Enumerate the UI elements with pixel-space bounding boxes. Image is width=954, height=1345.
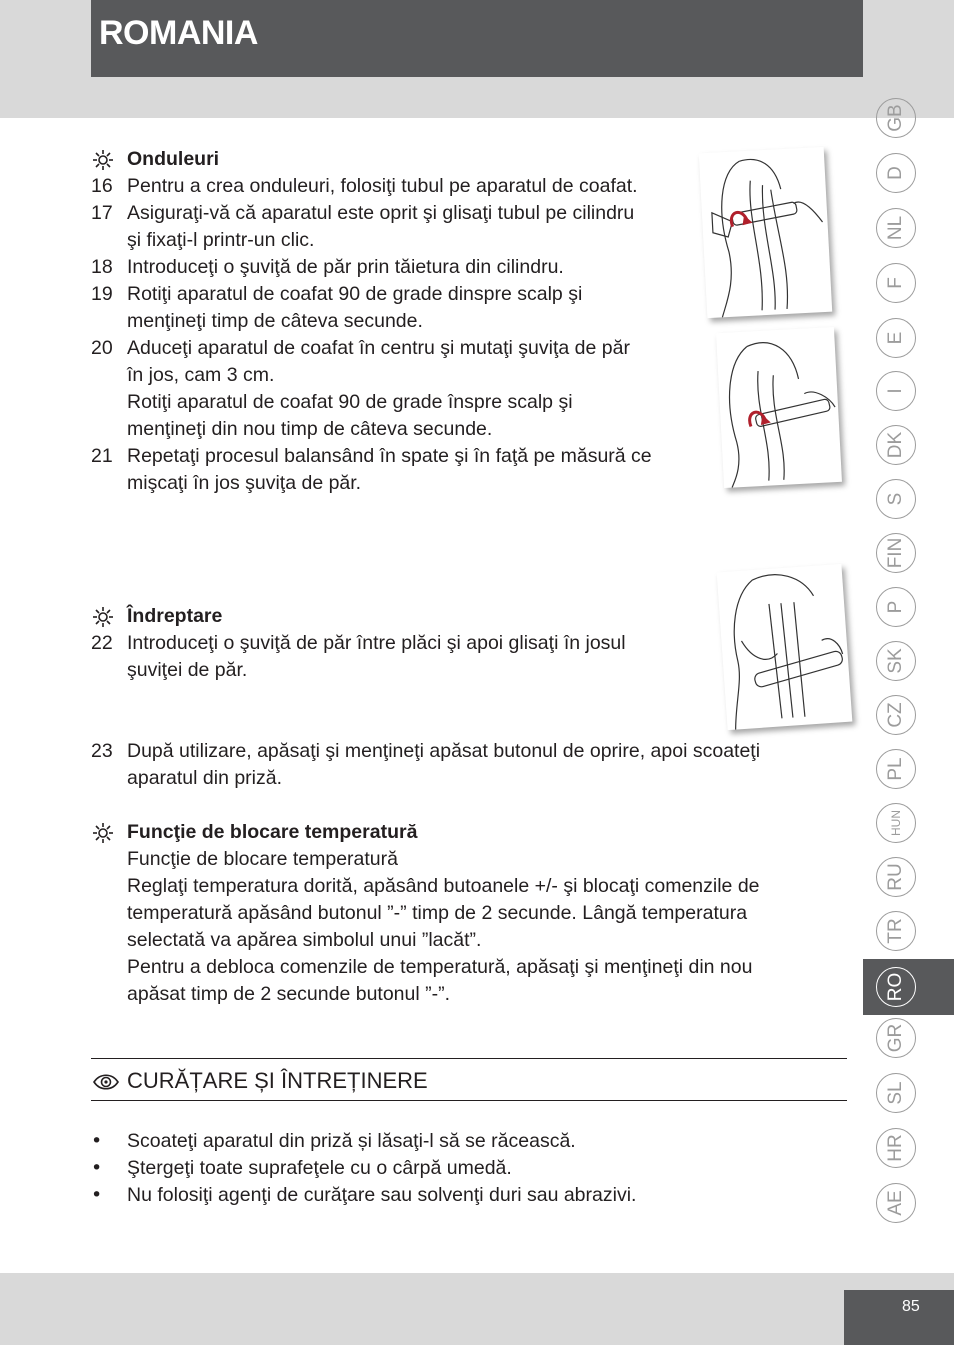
lang-tab-ae[interactable]: AE <box>876 1183 916 1223</box>
step-text: menţineţi timp de câteva secunde. <box>127 310 423 332</box>
page-title-bar <box>91 0 863 77</box>
paragraph-line: Reglaţi temperatura dorită, apăsând butoanele +/- şi blocaţi comenzile de <box>127 875 760 897</box>
bullet-dot: • <box>91 1184 103 1206</box>
lang-tab-nl[interactable]: NL <box>876 208 916 248</box>
step-text: Introduceţi o şuviţă de păr prin tăietura din cilindru. <box>127 256 564 278</box>
lang-tab-f[interactable]: F <box>876 263 916 303</box>
step-text: Introduceţi o şuviţă de păr între plăci şi apoi glisaţi în josul <box>127 632 626 654</box>
step-text: şuviţei de păr. <box>127 659 248 681</box>
step-number: 21 <box>91 445 113 467</box>
step-number: 23 <box>91 740 113 762</box>
eye-icon <box>92 1071 120 1093</box>
lang-tab-gb[interactable]: GB <box>876 98 916 138</box>
paragraph-line: temperatură apăsând butonul ”-” timp de 2 secunde. Lângă temperatura <box>127 902 748 924</box>
section-rule-top <box>91 1058 847 1059</box>
step-number: 17 <box>91 202 113 224</box>
lang-tab-p[interactable]: P <box>876 587 916 627</box>
paragraph-line: Funcţie de blocare temperatură <box>127 848 398 870</box>
step-text: Aduceţi aparatul de coafat în centru şi mutaţi şuviţa de păr <box>127 337 630 359</box>
bullet-dot: • <box>91 1157 103 1179</box>
lang-tab-sl[interactable]: SL <box>876 1073 916 1113</box>
lang-tab-tr[interactable]: TR <box>876 911 916 951</box>
illustration-straightening <box>717 564 853 730</box>
lang-tab-d[interactable]: D <box>876 153 916 193</box>
step-text: Repetaţi procesul balansând în spate şi în faţă pe măsură ce <box>127 445 652 467</box>
lang-tab-ro-active[interactable] <box>863 959 954 1015</box>
list-item: Ştergeţi toate suprafeţele cu o cârpă umedă. <box>127 1157 512 1179</box>
step-text: Rotiţi aparatul de coafat 90 de grade înspre scalp şi <box>127 391 573 413</box>
sun-bullet-icon <box>92 822 114 844</box>
step-number: 20 <box>91 337 113 359</box>
page-number: 85 <box>902 1298 920 1315</box>
page-title: ROMANIA <box>99 14 258 52</box>
page-number-box <box>844 1290 954 1345</box>
lang-tab-pl[interactable]: PL <box>876 749 916 789</box>
step-text: Pentru a crea onduleuri, folosiţi tubul pe aparatul de coafat. <box>127 175 638 197</box>
step-number: 22 <box>91 632 113 654</box>
step-text: în jos, cam 3 cm. <box>127 364 275 386</box>
lang-tab-e[interactable]: E <box>876 318 916 358</box>
lang-tab-sk[interactable]: SK <box>876 641 916 681</box>
paragraph-line: selectată va apărea simbolul unui ”lacăt”. <box>127 929 482 951</box>
sun-bullet-icon <box>92 149 114 171</box>
paragraph-line: Pentru a debloca comenzile de temperatură, apăsaţi şi menţineţi din nou <box>127 956 753 978</box>
step-text: Rotiţi aparatul de coafat 90 de grade dinspre scalp şi <box>127 283 583 305</box>
step-text: aparatul din priză. <box>127 767 283 789</box>
sun-bullet-icon <box>92 606 114 628</box>
lang-tab-hun[interactable]: HUN <box>876 803 916 843</box>
lang-tab-fin[interactable]: FIN <box>876 533 916 573</box>
section-heading-onduleuri: Onduleuri <box>127 148 220 170</box>
bullet-dot: • <box>91 1130 103 1152</box>
lang-tab-gr[interactable]: GR <box>876 1018 916 1058</box>
step-number: 19 <box>91 283 113 305</box>
lang-tab-ru[interactable]: RU <box>876 857 916 897</box>
section-rule-bottom <box>91 1100 847 1101</box>
lang-tab-ro[interactable]: RO <box>876 967 916 1007</box>
list-item: Scoateţi aparatul din priză și lăsaţi-l să se răcească. <box>127 1130 576 1152</box>
list-item: Nu folosiţi agenţi de curăţare sau solvenţi duri sau abrazivi. <box>127 1184 637 1206</box>
section-heading-blocare: Funcţie de blocare temperatură <box>127 821 418 843</box>
section-heading-indreptare: Îndreptare <box>127 605 223 627</box>
lang-tab-cz[interactable]: CZ <box>876 695 916 735</box>
section-heading-curatare: CURĂȚARE ȘI ÎNTREȚINERE <box>127 1068 428 1093</box>
illustration-waves-1 <box>699 147 832 318</box>
lang-tab-i[interactable]: I <box>876 371 916 411</box>
lang-tab-s[interactable]: S <box>876 479 916 519</box>
paragraph-line: apăsat timp de 2 secunde butonul ”-”. <box>127 983 451 1005</box>
step-text: După utilizare, apăsaţi şi menţineţi apăsat butonul de oprire, apoi scoateţi <box>127 740 761 762</box>
step-text: menţineţi din nou timp de câteva secunde. <box>127 418 493 440</box>
lang-tab-dk[interactable]: DK <box>876 425 916 465</box>
lang-tab-hr[interactable]: HR <box>876 1128 916 1168</box>
step-number: 18 <box>91 256 113 278</box>
step-text: şi fixaţi-l printr-un clic. <box>127 229 315 251</box>
illustration-waves-2 <box>716 327 842 488</box>
step-text: mişcaţi în jos şuviţa de păr. <box>127 472 362 494</box>
step-text: Asiguraţi-vă că aparatul este oprit şi glisaţi tubul pe cilindru <box>127 202 635 224</box>
step-number: 16 <box>91 175 113 197</box>
